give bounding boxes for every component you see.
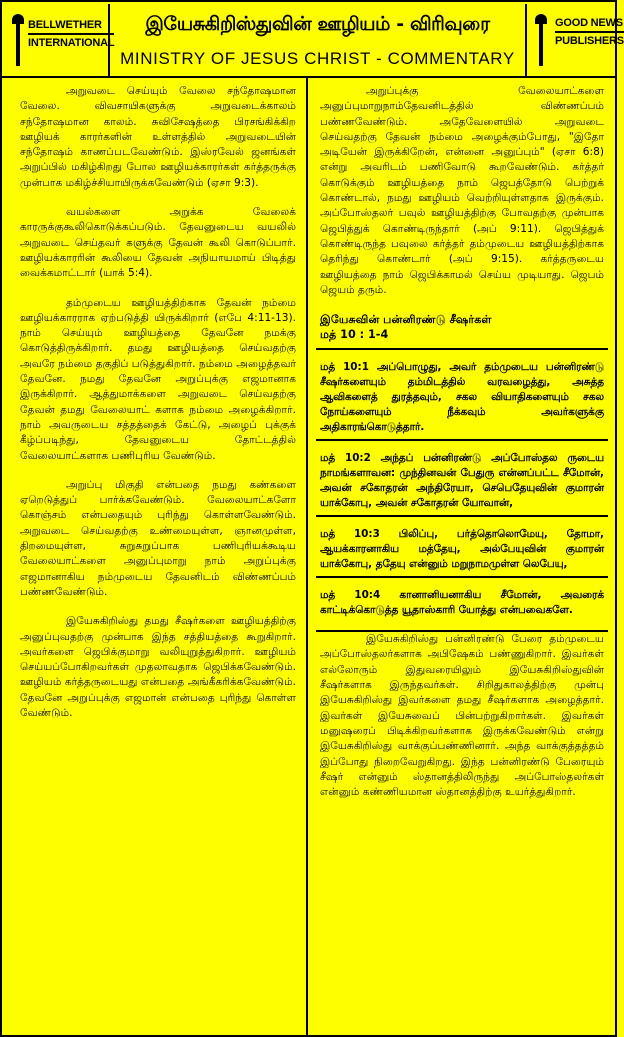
heading-reference: மத் 10 : 1-4 [320, 328, 389, 342]
title-tamil: இயேசுகிறிஸ்துவின் ஊழியம் - விரிவுரை [145, 13, 490, 35]
left-paragraph: தம்முடைய ஊழியத்திற்காக தேவன் நம்மை ஊழியக்காரராக ஏற்படுத்தி யிருக்கிறார் (எபே 4:11-13). நாம் செய்யும் ஊழியத்தை தேவனே நமக்கு கொடுத்திருக்கிறார். தமது ஊழியத்தை செய்வதற்கு அவரே நம்மை தகுதிப் படுத்துகிறார். நம்மை அழைத்தவர் தேவனே. நமது தேவனே அறுப்புக்கு எஜமானாக இருக்கிறார். ஆத்துமாக்களை அறுவடை செய்வதற்கு தேவன் தமது வேலையாட் களாக நம்மை அழைக்கிறார். நாம் அவருடைய சத்தத்தைக் கேட்டு, அழைப் புக்குக் கீழ்ப்படிந்து, தேவனுடைய தோட்டத்தில் வேலையாட்களாக பணிபுரிய வேண்டும். [20, 296, 296, 462]
left-paragraph: இயேசுகிறிஸ்து தமது சீஷர்களை ஊழியத்திற்கு அனுப்புவதற்கு முன்பாக இந்த சத்தியத்தை கூறுகிறார். அவர்களை ஜெபிக்குமாறு வலியுறுத்துகிறார். ஊழியம் செய்யப்போகிறவர்கள் முதலாவதாக ஜெபிக்கவேண்டும். ஊழியம் கர்த்தருடையது என்பதை அங்கீகரிக்கவேண்டும். தேவனே அறுப்புக்கு எஜமான் என்பதை புரிந்து கொள்ள வேண்டும். [20, 615, 296, 719]
header-divider [2, 76, 615, 78]
logo-left-line1: BELLWETHER [28, 19, 102, 31]
logo-right-line2: PUBLISHERS [555, 31, 624, 49]
torch-icon [535, 14, 547, 66]
left-paragraph: அறுப்பு மிகுதி என்பதை நமது கண்களை ஏறெடுத்துப் பார்க்கவேண்டும். வேலையாட்களோ கொஞ்சம் என்பதையும் புரிந்து கொள்ளவேண்டும். அறுவடை செய்வதற்கு உண்மையுள்ள, ஞானமுள்ள, திறமையுள்ள, சுறுசுறுப்பாக பணிபுரியக்கூடிய வேலையாட்களை அனுப்புமாறு நாம் அறுப்புக்கு எஜமானாகிய நம்முடைய தேவனிடம் விண்ணப்பம் பண்ணவேண்டும். [20, 478, 296, 598]
right-intro-paragraph: அறுப்புக்கு வேலையாட்களை அனுப்புமாறுநாம்தேவனிடத்தில் விண்ணப்பம் பண்ணவேண்டும். அதேவேளையில் அறுவடை செய்வதற்கு தேவன் நம்மை அழைக்கும்போது, "இதோ அடியேன் இருக்கிறேன், என்னை அனுப்பும்" (ஏசா 6:8) என்று அவரிடம் பணிவோடு கூறவேண்டும். கர்த்தர் கொடுக்கும் ஊழியத்தை நாம் ஜெபத்தோடு பெற்றுக் கொண்டால், நமது ஊழியம் வெற்றியுள்ளதாக இருக்கும். அப்போஸ்தலர் பவுல் ஊழியத்திற்கு போவதற்கு முன்பாக ஜெபித்துக் கொண்டிருந்தார் (அப் 9:11). ஜெபித்துக் கொண்டிருந்த பவுலை கர்த்தர் தம்முடைய ஊழியத்திற்காக தெரிந்து கொண்டார் (அப் 9:15). கர்த்தருடைய ஊழியத்தை நாம் ஜெபிக்காமல் செய்ய முடியாது. ஜெபம் ஜெயம் தரும். [320, 85, 604, 296]
left-paragraph: வயல்களை அறுக்க வேலைக் காரருக்குகூலிகொடுக்கப்படும். தேவனுடைய வயலில் அறுவடை செய்தவர் களுக்கு தேவன் கூலி கொடுப்பார். ஊழியக்காரரின் கூலியை தேவன் அநியாயமாய் பிடித்து வைக்கமாட்டார் (யாக் 5:4). [20, 206, 296, 280]
section-heading [320, 312, 604, 342]
heading-title: இயேசுவின் பன்னிரண்டு சீஷர்கள் [320, 313, 492, 327]
torch-icon [12, 14, 24, 66]
bellwether-logo [4, 4, 115, 76]
title-box [110, 4, 525, 76]
right-column [320, 84, 604, 814]
bible-verse: மத் 10:4 கானானியனாகிய சீமோன், அவரைக் காட்டிக்கொடுத்த யூதாஸ்காரி யோத்து என்பவைகளே. [316, 576, 608, 632]
bible-verse: மத் 10:2 அந்தப் பன்னிரண்டு அப்போஸ்தல ருடைய நாமங்களாவன: முந்தினவன் பேதுரு என்னப்பட்ட சீமோன், அவன் சகோதரன் அந்திரேயா, செபெதேயுவின் குமாரன் யாக்கோபு, அவன் சகோதரன் யோவான், [316, 439, 608, 515]
column-divider [306, 78, 308, 1035]
right-closing-paragraph: இயேசுகிறிஸ்து பன்னிரண்டு பேரை தம்முடைய அப்போஸ்தலர்களாக அபிஷேகம் பண்ணுகிறார். இவர்கள் எல்லோரும் இதுவரையிலும் இயேசுகிறிஸ்துவின் சீஷர்களாக இருந்தவர்கள். சிறிதுகாலத்திற்கு முன்பு இயேசுகிறிஸ்து இவர்களை தமது சீஷர்களாக அழைத்தார். இவர்கள் இயேசுவைப் பின்பற்றுகிறார்கள். இவர்கள் மனுஷரைப் பிடிக்கிறவர்களாக இருக்கவேண்டும் என்று இயேசுகிறிஸ்து வாக்குப்பண்ணினார். அந்த வாக்குத்தத்தம் இப்போது நிறைவேறுகிறது. இந்த பன்னிரண்டு பேரையும் சீஷர் என்னும் ஸ்தானத்திலிருந்து அப்போஸ்தலர்கள் என்னும் கண்ணியமான ஸ்தானத்திற்கு உயர்த்துகிறார். [320, 633, 604, 799]
bible-verse: மத் 10:1 அப்பொழுது, அவர் தம்முடைய பன்னிரண்டு சீஷர்களையும் தம்மிடத்தில் வரவழைத்து, அசுத்த ஆவிகளைத் துரத்தவும், சகல வியாதிகளையும் சகல நோய்களையும் நீக்கவும் அவர்களுக்கு அதிகாரங்கொடுத்தார். [316, 348, 608, 439]
logo-left-line2: INTERNATIONAL [28, 33, 114, 51]
header [4, 4, 624, 76]
left-column [20, 84, 296, 735]
good-news-logo [525, 4, 624, 76]
bible-verse: மத் 10:3 பிலிப்பு, பர்த்தொலொமேயு, தோமா, ஆயக்காரனாகிய மத்தேயு, அல்பேயுவின் குமாரன் யாக்கோபு, ததேயு என்னும் மறுநாமமுள்ள லெபேயு, [316, 515, 608, 576]
title-english: MINISTRY OF JESUS CHRIST - COMMENTARY [120, 49, 515, 68]
left-paragraph: அறுவடை செய்யும் வேலை சந்தோஷமான வேலை. விவசாயிகளுக்கு அறுவடைக்காலம் சந்தோஷமான காலம். சுவிசேஷத்தை பிரசங்கிக்கிற ஊழியக் காரர்களின் உள்ளத்தில் அறுவடையின் சந்தோஷம் காணப்படவேண்டும். இஸ்ரவேல் ஜனங்கள் அறுப்பில் மகிழ்கிறது போல ஊழியக்காரர்கள் கர்த்தருக்கு முன்பாக மகிழ்ச்சியாயிருக்கவேண்டும் (ஏசா 9:3). [20, 85, 296, 189]
logo-right-line1: GOOD NEWS [555, 17, 623, 29]
